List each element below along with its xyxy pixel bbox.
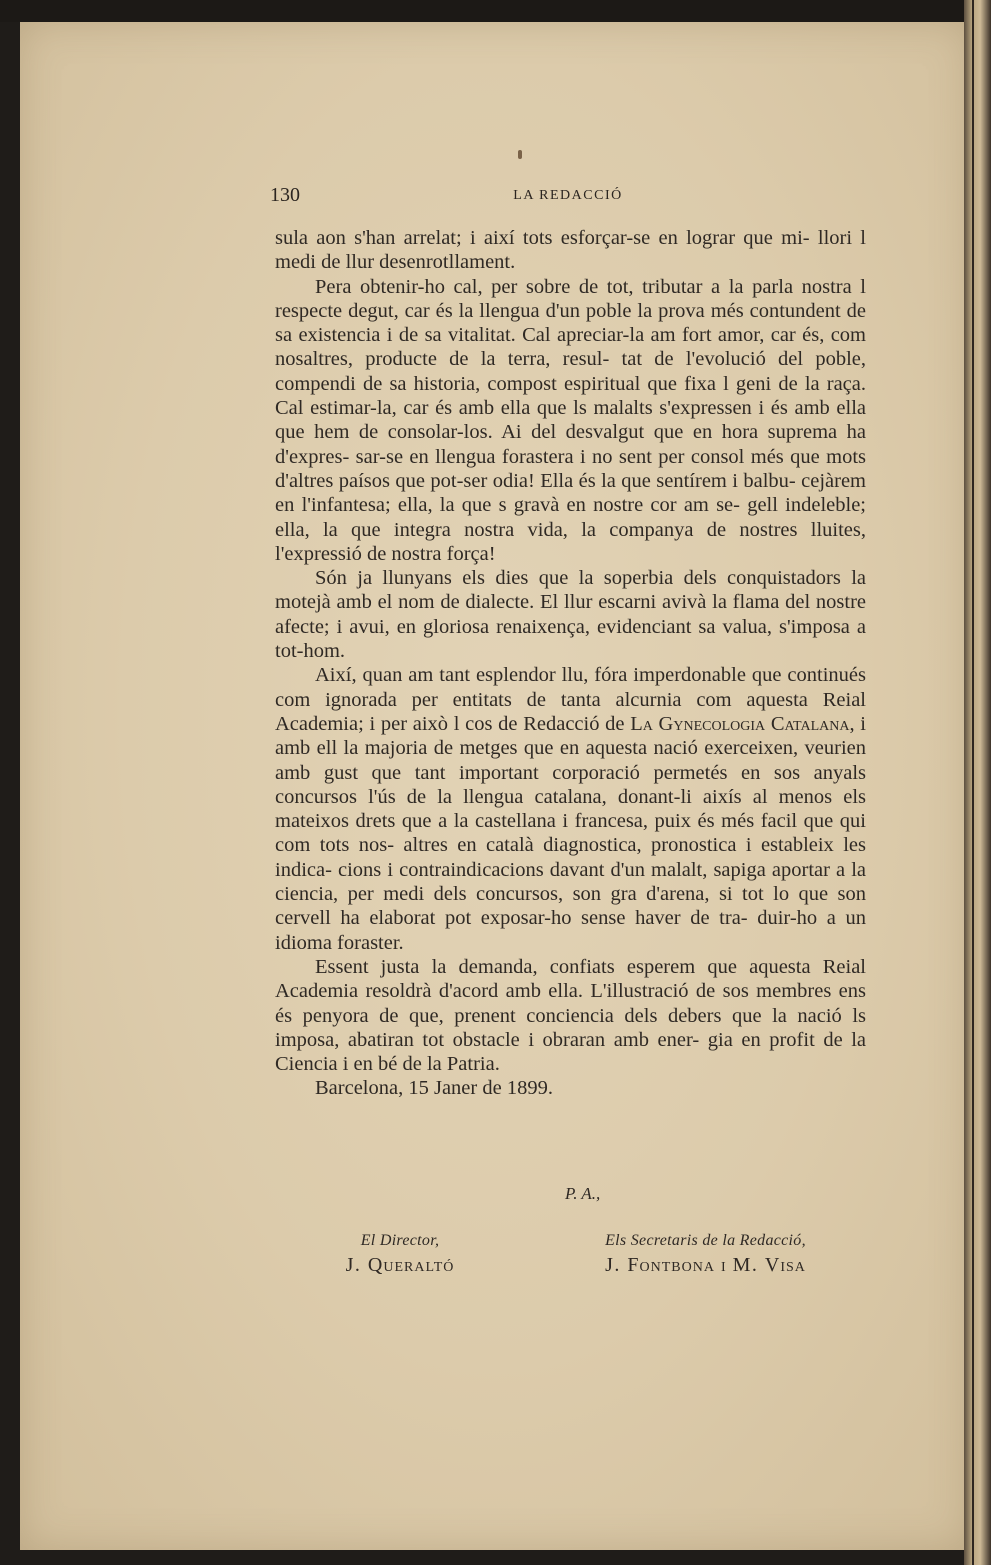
date-line: Barcelona, 15 Janer de 1899. (315, 1077, 553, 1100)
director-name (275, 1254, 525, 1277)
secretaries-names (545, 1254, 866, 1277)
paragraph-4-start: Així, quan am tant esplendor llu, fóra imperdonable que continués com ignorada per entitats de tanta alcurnia com aquesta Reial Academia; i per això l cos de Redacció de (275, 664, 866, 735)
journal-name: La Gynecologia Catalana (630, 712, 850, 735)
signatures-row (275, 1204, 866, 1276)
secretaries-signature (545, 1232, 866, 1277)
secretaries-role: Els Secretaris de la Redacció, (605, 1232, 806, 1249)
running-title: LA REDACCIÓ (513, 188, 623, 203)
director-initial: J. (345, 1254, 368, 1276)
paragraph-4-end: , i amb ell la majoria de metges que en aquesta nació exerceixen, veurien amb gust que tant important corporació permetés en sos anyals concursos l'ús de la llengua catalana, donant-li aixís al menos els mateixos drets que a la castellana i francesa, puix és més facil que qui com tots nos- altres en català diagnostica, pronostica i estableix les indica- cions i contraindicacions davant d'un malalt, sapiga aportar a la ciencia, per medi dels concursos, son gra d'arena, si tot lo que son cervell ha elaborat pot exposar-ho sense haver de tra- duir-ho a un idioma foraster. (275, 712, 867, 954)
paragraph-5: Essent justa la demanda, confiats esperem que aquesta Reial Academia resoldrà d'acord amb ella. L'illustració de sos membres ens és penyora de que, prenent conciencia dels debers que la nació ls imposa, abatiran tot obstacle i obraran amb ener- gia en profit de la Ciencia i en bé de la Patria. (275, 955, 866, 1076)
scan-top-border (0, 0, 991, 22)
page-header (270, 184, 866, 208)
paragraph-4 (275, 663, 866, 955)
secretary-1-initial: J. (605, 1254, 628, 1276)
page-binding-edge (964, 0, 991, 1565)
body-text (275, 226, 866, 1101)
binding-line (972, 0, 974, 1565)
secretary-2-initial: M. (732, 1254, 765, 1276)
director-surname: Queraltó (367, 1254, 455, 1276)
secretary-2-surname: Visa (764, 1254, 806, 1276)
page-number: 130 (270, 184, 300, 206)
signature-block: P. A., El Director, J. Queraltó Els Secretaris de la Redacció, J. Fontbona i M. Visa (275, 1184, 866, 1264)
secretary-1-surname: Fontbona (627, 1254, 715, 1276)
director-signature (275, 1232, 525, 1277)
name-joiner: i (714, 1254, 733, 1276)
paragraph-3: Són ja llunyans els dies que la soperbia dels conquistadors la motejà amb el nom de dialecte. El llur escarni avivà la flama del nostre afecte; i avui, en gloriosa renaixença, evidenciant sa valua, s'imposa a tot-hom. (275, 567, 866, 663)
ink-speck (518, 150, 522, 159)
director-role: El Director, (360, 1232, 440, 1249)
paragraph-1: sula aon s'han arrelat; i així tots esforçar-se en lograr que mi- llori l medi de llur desenrotllament. (275, 227, 866, 274)
paragraph-2: Pera obtenir-ho cal, per sobre de tot, tributar a la parla nostra l respecte degut, car és la llengua d'un poble la prova més contundent de sa existencia i de sa vitalitat. Cal apreciar-la am fort amor, car és, com nosaltres, producte de la terra, resul- tat de l'evolució del poble, compendi de sa historia, compost espiritual que fixa l geni de la raça. Cal estimar-la, car és amb ella que ls malalts s'expressen i és amb ella que hem de consolar-los. Ai del desvalgut que en hora suprema ha d'expres- sar-se en llengua forastera i no sent per consol més que mots d'altres paísos que pot-ser odia! Ella és la que sentírem i balbu- cejàrem en l'infantesa; ella, la que s gravà en nostre cor am se- gell indeleble; ella, la que integra nostra vida, la companya de nostres lluites, l'expressió de nostra força! (275, 275, 866, 565)
